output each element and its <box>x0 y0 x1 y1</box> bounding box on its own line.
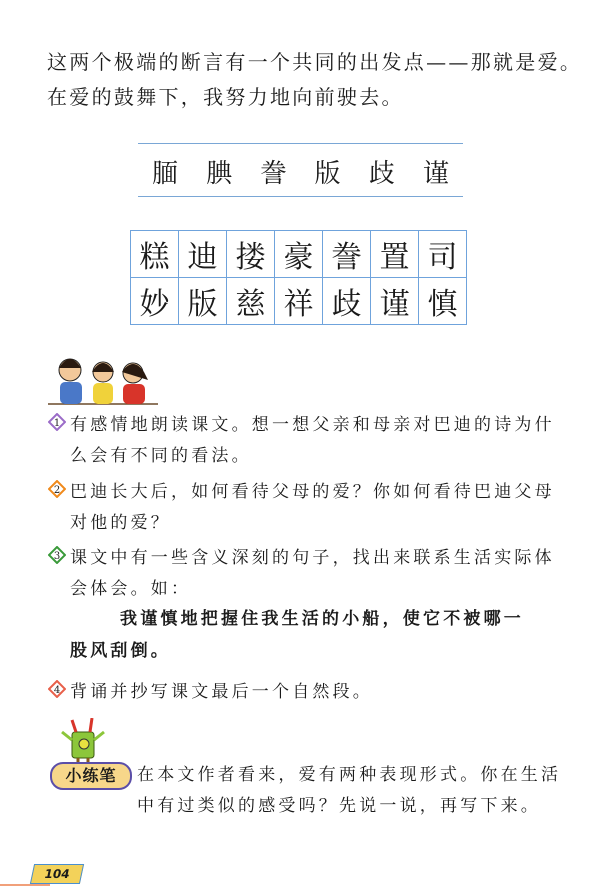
exercise-line: 会体会。如： <box>70 579 192 599</box>
vocab-word: 谨 <box>422 159 449 189</box>
children-illustration-icon <box>48 350 158 405</box>
svg-text:2: 2 <box>53 485 61 496</box>
vocab-word: 版 <box>314 159 341 189</box>
exercise-number-icon <box>48 546 66 564</box>
practice-badge: 小练笔 <box>50 762 132 790</box>
vocab-word: 腼 <box>152 159 179 189</box>
exercise-number-icon <box>48 413 66 431</box>
quote-line: 我谨慎地把握住我生活的小船，使它不被哪一 <box>120 609 524 629</box>
grid-char: 司 <box>419 231 467 278</box>
practice-line: 在本文作者看来，爱有两种表现形式。你在生活 <box>137 765 562 785</box>
grid-char: 谨 <box>371 278 419 325</box>
exercise-line: 课文中有一些含义深刻的句子，找出来联系生活实际体 <box>70 548 555 568</box>
grid-char: 版 <box>179 278 227 325</box>
grid-char: 歧 <box>323 278 371 325</box>
exercise-line: 对他的爱？ <box>70 513 171 533</box>
grid-char: 妙 <box>131 278 179 325</box>
vocab-word: 誊 <box>260 159 287 189</box>
pencil-mascot-icon <box>58 718 108 764</box>
passage-line: 在爱的鼓舞下，我努力地向前驶去。 <box>47 85 404 109</box>
page-footer-line <box>0 884 50 886</box>
grid-char: 豪 <box>275 231 323 278</box>
exercise-line: 巴迪长大后，如何看待父母的爱？你如何看待巴迪父母 <box>70 482 555 502</box>
vocab-words <box>138 153 463 190</box>
vocab-word: 歧 <box>368 159 395 189</box>
grid-char: 迪 <box>179 231 227 278</box>
svg-text:3: 3 <box>53 551 61 562</box>
exercise-line: 背诵并抄写课文最后一个自然段。 <box>70 682 373 702</box>
svg-text:1: 1 <box>53 418 61 429</box>
exercise-line: 有感情地朗读课文。想一想父亲和母亲对巴迪的诗为什 <box>70 415 555 435</box>
svg-text:4: 4 <box>53 685 61 696</box>
page-number: 104 <box>30 864 84 884</box>
passage-line: 这两个极端的断言有一个共同的出发点——那就是爱。 <box>47 50 583 74</box>
grid-char: 慈 <box>227 278 275 325</box>
divider <box>138 196 463 197</box>
exercise-line: 么会有不同的看法。 <box>70 446 252 466</box>
divider <box>138 143 463 144</box>
vocab-word: 腆 <box>206 159 233 189</box>
grid-char: 搂 <box>227 231 275 278</box>
character-grid <box>130 230 467 325</box>
grid-char: 糕 <box>131 231 179 278</box>
exercise-number-icon <box>48 680 66 698</box>
grid-char: 祥 <box>275 278 323 325</box>
quote-line: 股风刮倒。 <box>70 641 171 661</box>
grid-char: 誊 <box>323 231 371 278</box>
practice-line: 中有过类似的感受吗？先说一说，再写下来。 <box>137 796 541 816</box>
grid-char: 置 <box>371 231 419 278</box>
grid-char: 慎 <box>419 278 467 325</box>
exercise-number-icon <box>48 480 66 498</box>
